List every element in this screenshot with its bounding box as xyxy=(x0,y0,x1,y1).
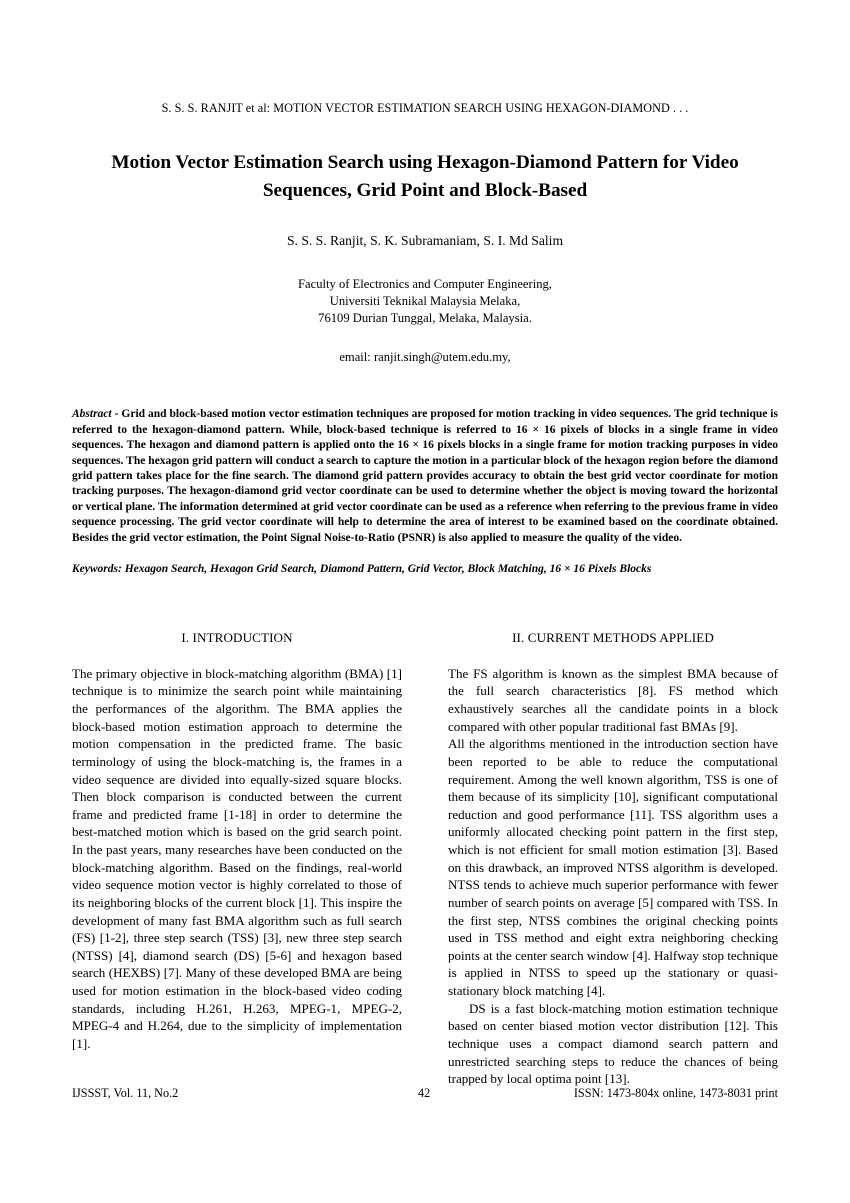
abstract-separator: - xyxy=(111,408,122,421)
running-header: S. S. S. RANJIT et al: MOTION VECTOR ESTIMATION SEARCH USING HEXAGON-DIAMOND . . . xyxy=(161,101,689,115)
affiliation-line-3: 76109 Durian Tunggal, Melaka, Malaysia. xyxy=(318,311,532,326)
footer-page-number: 42 xyxy=(418,1086,431,1100)
abstract-text: Grid and block-based motion vector estimation techniques are proposed for motion tracking in video sequences. The grid technique is referred to the hexagon-diamond pattern. While, block-based technique is referred to 16 × 16 pixels of blocks in a single frame in video sequences. The hexagon and diamond pattern is applied onto the 16 × 16 pixels blocks in a single frame for motion tracking purposes in video sequences. The hexagon grid pattern will conduct a search to capture the motion in a particular block of the hexagon region before the diamond grid pattern takes place for the fine search. The diamond grid pattern provides accuracy to obtain the best grid vector coordinate for motion tracking purposes. The hexagon-diamond grid vector coordinate can be used to determine whether the object is moving toward the horizontal or vertical plane. The information determined at grid vector coordinate can be used as a reference when referring to the previous frame in video sequence processing. The grid vector coordinate will help to determine the area of interest to be examined based on the coordinate obtained. Besides the grid vector estimation, the Point Signal Noise-to-Ratio (PSNR) is also applied to measure the quality of the video. xyxy=(72,408,778,544)
footer-issn: ISSN: 1473-804x online, 1473-8031 print xyxy=(573,1086,778,1100)
abstract-label: Abstract xyxy=(72,408,112,421)
current-methods-paragraph-1: The FS algorithm is known as the simplest BMA because of the full search characteristics [8]. FS method which exhaustively searches all the candidate points in a block compared with other popular traditional fast BMAs [9]. xyxy=(448,665,778,734)
section-heading-introduction: I. INTRODUCTION xyxy=(181,629,293,645)
abstract-block xyxy=(72,407,778,546)
left-column xyxy=(72,629,402,1053)
affiliation-line-2: Universiti Teknikal Malaysia Melaka, xyxy=(329,294,521,309)
current-methods-paragraph-3: DS is a fast block-matching motion estimation technique based on center biased motion vector distribution [12]. This technique uses a compact diamond search pattern and unrestricted searching steps to reduce the chances of being trapped by local optima point [13]. xyxy=(448,1000,778,1087)
page-title xyxy=(72,149,778,204)
title-line-1: Motion Vector Estimation Search using Hexagon-Diamond Pattern for Video xyxy=(111,152,739,174)
current-methods-paragraph-2: All the algorithms mentioned in the introduction section have been reported to be able to reduce the computational requirement. Among the well known algorithm, TSS is one of them because of its simplicity [10], significant computational reduction and good performance [11]. TSS algorithm uses a uniformly allocated checking point pattern in the first step, which is not efficient for small motion estimation [3]. Based on this drawback, an improved NTSS algorithm is developed. NTSS tends to achieve much superior performance with fewer number of search points on average [5] compared with TSS. In the first step, NTSS combines the original checking points used in TSS method and eight extra neighboring checking points at the center search window [4]. Halfway stop technique is applied in NTSS to speed up the stationary or quasi-stationary block matching [4]. xyxy=(448,736,778,999)
footer-row xyxy=(72,1086,778,1104)
affiliation-line-1: Faculty of Electronics and Computer Engineering, xyxy=(298,276,552,291)
body-columns xyxy=(72,629,778,1088)
affiliation-block xyxy=(72,276,778,328)
contact-email: email: ranjit.singh@utem.edu.my, xyxy=(339,349,511,364)
title-line-2: Sequences, Grid Point and Block-Based xyxy=(262,179,588,201)
page-content xyxy=(72,0,778,1088)
right-column xyxy=(448,629,778,1088)
keywords-line: Keywords: Hexagon Search, Hexagon Grid Search, Diamond Pattern, Grid Vector, Block Matching, 16 × 16 Pixels Blocks xyxy=(72,563,652,576)
footer-journal-info: IJSSST, Vol. 11, No.2 xyxy=(72,1086,179,1100)
introduction-paragraph-1: The primary objective in block-matching algorithm (BMA) [1] technique is to minimize the search point while maintaining the performances of the algorithm. The BMA applies the block-based motion estimation approach to determine the motion compensation in the predicted frame. The basic terminology of using the block-matching is, the frames in a video sequence are divided into equally-sized square blocks. Then block comparison is conducted between the current frame and predicted frame [1-18] in order to determine the best-matched motion which is based on the grid search point. In the past years, many researches have been conducted on the block-matching algorithm. Based on the findings, real-world video sequence motion vector is highly correlated to those of its neighboring blocks of the current block [1]. This inspire the development of many fast BMA algorithm such as full search (FS) [1-2], three step search (TSS) [3], new three step search (NTSS) [4], diamond search (DS) [5-6] and hexagon based search (HEXBS) [7]. Many of these developed BMA are being used for motion estimation in the block-based video coding standards, including H.261, H.263, MPEG-1, MPEG-2, MPEG-4 and H.264, due to the simplicity of implementation [1]. xyxy=(72,665,402,1051)
author-list: S. S. S. Ranjit, S. K. Subramaniam, S. I. Md Salim xyxy=(286,233,564,249)
section-heading-current-methods: II. CURRENT METHODS APPLIED xyxy=(512,629,714,645)
page-footer xyxy=(72,1086,778,1104)
